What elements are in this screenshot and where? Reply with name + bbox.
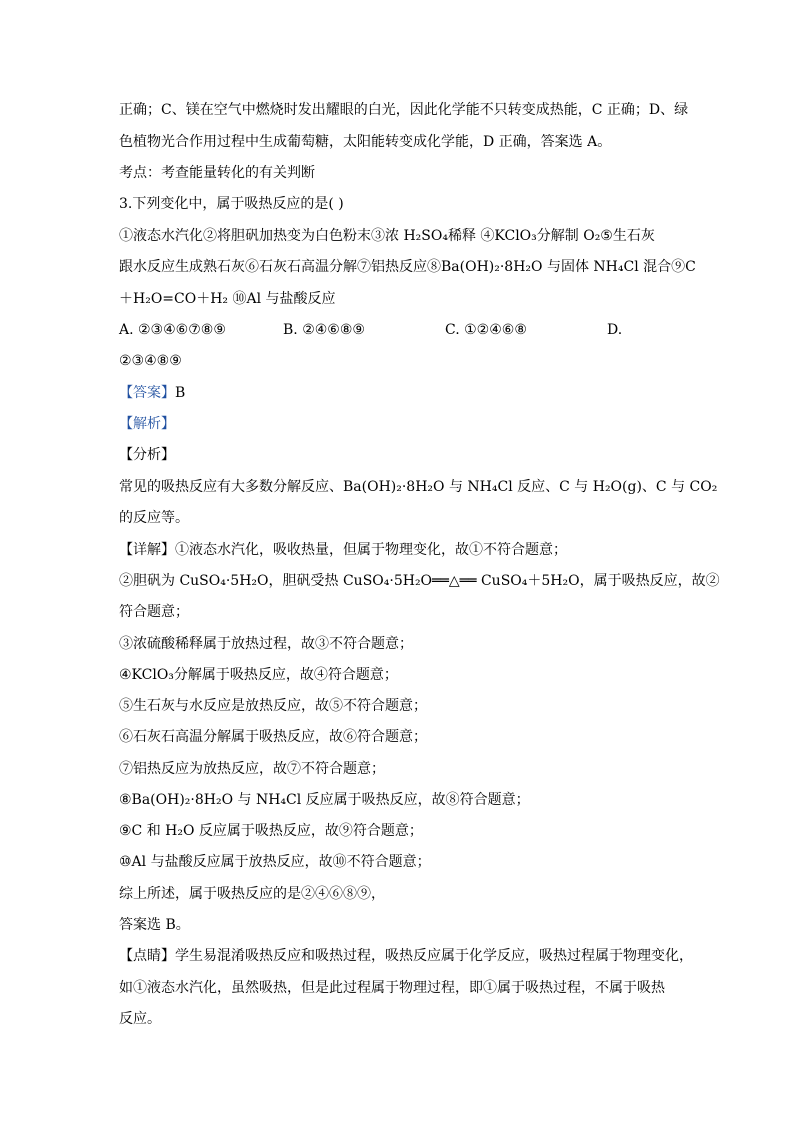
option-b: B. ②④⑥⑧⑨ <box>283 322 365 338</box>
question-items-line: 跟水反应生成熟石灰⑥石灰石高温分解⑦铝热反应⑧Ba(OH)₂·8H₂O 与固体 NH₄Cl 混合⑨C <box>119 259 696 275</box>
answer-value: B <box>175 385 186 401</box>
option-a: A. ②③④⑥⑦⑧⑨ <box>119 322 226 338</box>
answer-tag: 【答案】 <box>119 385 175 401</box>
analysis-tag: 【解析】 <box>119 416 175 432</box>
text-line: ⑦铝热反应为放热反应，故⑦不符合题意； <box>119 761 385 777</box>
text-line: ②胆矾为 CuSO₄·5H₂O，胆矾受热 CuSO₄·5H₂O══△══ CuSO₄＋5H₂O，属于吸热反应，故② <box>119 573 720 589</box>
text-line: ④KClO₃分解属于吸热反应，故④符合题意； <box>119 667 398 683</box>
answer-line <box>119 383 679 403</box>
option-d: D. <box>607 322 623 338</box>
text-line: ③浓硫酸稀释属于放热过程，故③不符合题意； <box>119 636 413 652</box>
detail-tag: 【详解】 <box>119 542 175 558</box>
tip-line <box>119 946 693 966</box>
text-line: 正确；C、镁在空气中燃烧时发出耀眼的白光，因此化学能不只转变成热能，C 正确；D、绿 <box>119 102 689 118</box>
option-d-content: ②③④⑧⑨ <box>119 353 182 369</box>
text-line: ⑤生石灰与水反应是放热反应，故⑤不符合题意； <box>119 698 427 714</box>
text-line: 色植物光合作用过程中生成葡萄糖，太阳能转变成化学能，D 正确，答案选 A。 <box>119 134 612 150</box>
text-line: 符合题意； <box>119 604 189 620</box>
text-line: 反应。 <box>119 1011 161 1027</box>
question-items-line: ＋H₂O=CO＋H₂ ⑩Al 与盐酸反应 <box>119 291 336 307</box>
text-line: ⑧Ba(OH)₂·8H₂O 与 NH₄Cl 反应属于吸热反应，故⑧符合题意； <box>119 792 530 808</box>
tip-tag: 【点睛】 <box>119 948 175 964</box>
detail-line <box>119 540 679 560</box>
detail-text: ①液态水汽化，吸收热量，但属于物理变化，故①不符合题意； <box>175 542 567 558</box>
text-line: 综上所述，属于吸热反应的是②④⑥⑧⑨， <box>119 886 385 902</box>
text-line: ⑥石灰石高温分解属于吸热反应，故⑥符合题意； <box>119 729 427 745</box>
text-line: 如①液态水汽化，虽然吸热，但是此过程属于物理过程，即①属于吸热过程，不属于吸热 <box>119 980 665 996</box>
text-line: 答案选 B。 <box>119 917 190 933</box>
tip-text: 学生易混淆吸热反应和吸热过程，吸热反应属于化学反应，吸热过程属于物理变化， <box>175 948 693 964</box>
question-items-line: ①液态水汽化②将胆矾加热变为白色粉末③浓 H₂SO₄稀释 ④KClO₃分解制 O₂⑤生石灰 <box>119 228 655 244</box>
exam-point-line: 考点：考查能量转化的有关判断 <box>119 165 315 181</box>
text-line: ⑩Al 与盐酸反应属于放热反应，故⑩不符合题意； <box>119 854 431 870</box>
text-line: 常见的吸热反应有大多数分解反应、Ba(OH)₂·8H₂O 与 NH₄Cl 反应、C 与 H₂O(g)、C 与 CO₂ <box>119 479 718 495</box>
question-stem: 3.下列变化中，属于吸热反应的是( ) <box>119 196 344 212</box>
text-line: 的反应等。 <box>119 510 189 526</box>
analysis-subheading: 【分析】 <box>119 447 175 463</box>
text-line: ⑨C 和 H₂O 反应属于吸热反应，故⑨符合题意； <box>119 823 423 839</box>
option-c: C. ①②④⑥⑧ <box>445 322 527 338</box>
